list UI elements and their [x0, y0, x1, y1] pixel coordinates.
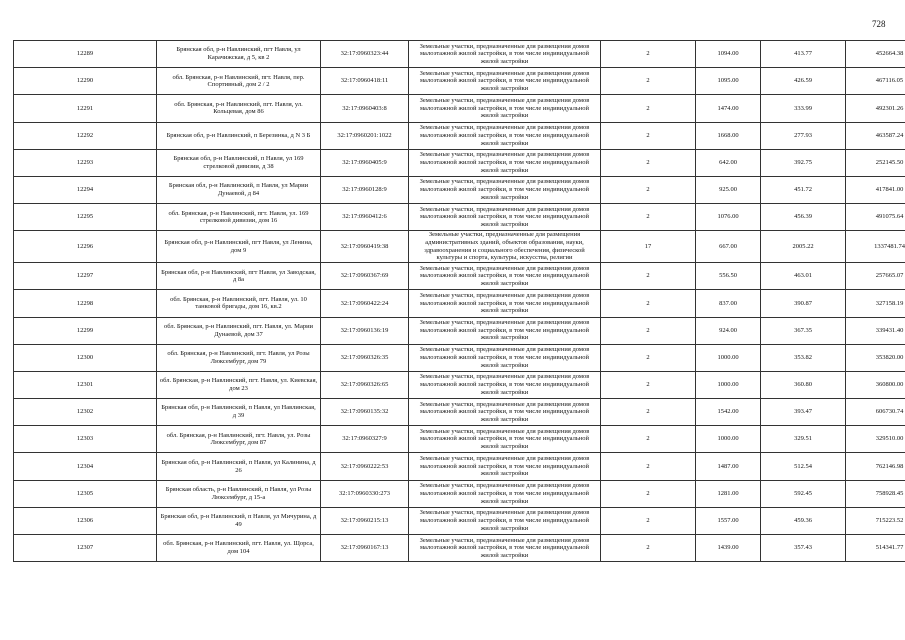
specific-value-cell: 392.75	[761, 149, 846, 176]
cadastral-number-cell: 32:17:0960215:13	[321, 507, 409, 534]
specific-value-cell: 353.82	[761, 344, 846, 371]
zone-cell: 2	[601, 453, 696, 480]
area-cell: 1095.00	[696, 68, 761, 95]
specific-value-cell: 2005.22	[761, 231, 846, 263]
table-row	[14, 231, 905, 263]
row-number: 12301	[14, 371, 157, 398]
row-number: 12296	[14, 231, 157, 263]
cadastral-number-cell: 32:17:0960327:9	[321, 426, 409, 453]
cadastral-number-cell: 32:17:0960222:53	[321, 453, 409, 480]
address-cell: обл. Брянская, р-н Навлинский, пгт. Навля, ул. Розы Люксембург, дом 87	[157, 426, 321, 453]
zone-cell: 2	[601, 344, 696, 371]
zone-cell: 2	[601, 535, 696, 562]
cadastral-value-cell: 417841.00	[846, 176, 905, 203]
land-use-cell: Земельные участки, предназначенные для размещения домов малоэтажной жилой застройки, в том числе индивидуальной жилой застройки	[409, 290, 601, 317]
area-cell: 925.00	[696, 176, 761, 203]
table-row	[14, 426, 905, 453]
cadastral-number-cell: 32:17:0960135:32	[321, 399, 409, 426]
zone-cell: 17	[601, 231, 696, 263]
cadastral-number-cell: 32:17:0960128:9	[321, 176, 409, 203]
row-number: 12289	[14, 41, 157, 68]
land-use-cell: Земельные участки, предназначенные для размещения домов малоэтажной жилой застройки, в том числе индивидуальной жилой застройки	[409, 426, 601, 453]
row-number: 12297	[14, 263, 157, 290]
specific-value-cell: 357.43	[761, 535, 846, 562]
zone-cell: 2	[601, 371, 696, 398]
row-number: 12306	[14, 507, 157, 534]
row-number: 12299	[14, 317, 157, 344]
area-cell: 1281.00	[696, 480, 761, 507]
specific-value-cell: 459.36	[761, 507, 846, 534]
cadastral-value-cell: 606730.74	[846, 399, 905, 426]
cadastral-number-cell: 32:17:0960323:44	[321, 41, 409, 68]
table-row	[14, 263, 905, 290]
cadastral-number-cell: 32:17:0960326:65	[321, 371, 409, 398]
zone-cell: 2	[601, 122, 696, 149]
row-number: 12294	[14, 176, 157, 203]
row-number: 12300	[14, 344, 157, 371]
table-row	[14, 453, 905, 480]
zone-cell: 2	[601, 317, 696, 344]
zone-cell: 2	[601, 68, 696, 95]
row-number: 12291	[14, 95, 157, 122]
land-use-cell: Земельные участки, предназначенные для размещения домов малоэтажной жилой застройки, в том числе индивидуальной жилой застройки	[409, 149, 601, 176]
row-number: 12302	[14, 399, 157, 426]
cadastral-number-cell: 32:17:0960136:19	[321, 317, 409, 344]
zone-cell: 2	[601, 149, 696, 176]
specific-value-cell: 390.87	[761, 290, 846, 317]
cadastral-number-cell: 32:17:0960367:69	[321, 263, 409, 290]
cadastral-value-cell: 257665.07	[846, 263, 905, 290]
land-use-cell: Земельные участки, предназначенные для размещения домов малоэтажной жилой застройки, в том числе индивидуальной жилой застройки	[409, 535, 601, 562]
area-cell: 1474.00	[696, 95, 761, 122]
row-number: 12303	[14, 426, 157, 453]
address-cell: обл. Брянская, р-н Навлинский, пгт. Навля, ул. 10 танковой бригады, дом 16, кв.2	[157, 290, 321, 317]
cadastral-value-cell: 463587.24	[846, 122, 905, 149]
address-cell: обл. Брянская, р-н Навлинский, пгт. Навля, пер. Спортивный, дом 2 / 2	[157, 68, 321, 95]
table-row	[14, 95, 905, 122]
table-row	[14, 290, 905, 317]
cadastral-value-cell: 360800.00	[846, 371, 905, 398]
specific-value-cell: 456.39	[761, 204, 846, 231]
table-row	[14, 507, 905, 534]
zone-cell: 2	[601, 399, 696, 426]
area-cell: 1076.00	[696, 204, 761, 231]
land-use-cell: Земельные участки, предназначенные для размещения домов малоэтажной жилой застройки, в том числе индивидуальной жилой застройки	[409, 317, 601, 344]
address-cell: Брянская обл, р-н Навлинский, п Березинка, д N 3 Б	[157, 122, 321, 149]
land-use-cell: Земельные участки, предназначенные для размещения домов малоэтажной жилой застройки, в том числе индивидуальной жилой застройки	[409, 399, 601, 426]
page-number: 728	[872, 19, 886, 29]
address-cell: Брянская обл, р-н Навлинский, п Навля, ул Калинина, д 26	[157, 453, 321, 480]
table-row	[14, 399, 905, 426]
specific-value-cell: 592.45	[761, 480, 846, 507]
area-cell: 1000.00	[696, 344, 761, 371]
area-cell: 1557.00	[696, 507, 761, 534]
address-cell: обл. Брянская, р-н Навлинский, пгт. Навля, ул. Щорса, дом 104	[157, 535, 321, 562]
specific-value-cell: 512.54	[761, 453, 846, 480]
area-cell: 1000.00	[696, 371, 761, 398]
area-cell: 1439.00	[696, 535, 761, 562]
cadastral-value-cell: 762146.98	[846, 453, 905, 480]
cadastral-value-cell: 1337481.74	[846, 231, 905, 263]
address-cell: Брянская обл, р-н Навлинский, пгт Навля, ул Карачижская, д 5, кв 2	[157, 41, 321, 68]
land-use-cell: Земельные участки, предназначенные для размещения домов малоэтажной жилой застройки, в том числе индивидуальной жилой застройки	[409, 344, 601, 371]
cadastral-number-cell: 32:17:0960418:11	[321, 68, 409, 95]
zone-cell: 2	[601, 176, 696, 203]
cadastral-value-cell: 339431.40	[846, 317, 905, 344]
cadastral-number-cell: 32:17:0960419:38	[321, 231, 409, 263]
row-number: 12293	[14, 149, 157, 176]
row-number: 12304	[14, 453, 157, 480]
specific-value-cell: 329.51	[761, 426, 846, 453]
row-number: 12295	[14, 204, 157, 231]
table-row	[14, 371, 905, 398]
cadastral-number-cell: 32:17:0960405:9	[321, 149, 409, 176]
address-cell: обл. Брянская, р-н Навлинский, пгт. Навля, ул. Киевская, дом 23	[157, 371, 321, 398]
area-cell: 1094.00	[696, 41, 761, 68]
zone-cell: 2	[601, 95, 696, 122]
land-use-cell: Земельные участки, предназначенные для размещения домов малоэтажной жилой застройки, в том числе индивидуальной жилой застройки	[409, 263, 601, 290]
row-number: 12305	[14, 480, 157, 507]
row-number: 12292	[14, 122, 157, 149]
area-cell: 1668.00	[696, 122, 761, 149]
specific-value-cell: 426.59	[761, 68, 846, 95]
specific-value-cell: 360.80	[761, 371, 846, 398]
cadastral-number-cell: 32:17:0960422:24	[321, 290, 409, 317]
land-use-cell: Земельные участки, предназначенные для размещения домов малоэтажной жилой застройки, в том числе индивидуальной жилой застройки	[409, 176, 601, 203]
land-use-cell: Земельные участки, предназначенные для размещения домов малоэтажной жилой застройки, в том числе индивидуальной жилой застройки	[409, 453, 601, 480]
table-row	[14, 317, 905, 344]
land-use-cell: Земельные участки, предназначенные для размещения домов малоэтажной жилой застройки, в том числе индивидуальной жилой застройки	[409, 68, 601, 95]
cadastral-number-cell: 32:17:0960403:8	[321, 95, 409, 122]
cadastral-value-cell: 492301.26	[846, 95, 905, 122]
land-use-cell: Земельные участки, предназначенные для размещения домов малоэтажной жилой застройки, в том числе индивидуальной жилой застройки	[409, 371, 601, 398]
cadastral-number-cell: 32:17:0960330:273	[321, 480, 409, 507]
address-cell: обл. Брянская, р-н Навлинский, пгт. Навля, ул. 169 стрелковой дивизии, дом 16	[157, 204, 321, 231]
address-cell: Брянская обл, р-н Навлинский, пгт Навля, ул Заводская, д 8а	[157, 263, 321, 290]
area-cell: 837.00	[696, 290, 761, 317]
specific-value-cell: 463.01	[761, 263, 846, 290]
cadastral-number-cell: 32:17:0960201:1022	[321, 122, 409, 149]
land-use-cell: Земельные участки, предназначенные для размещения домов малоэтажной жилой застройки, в том числе индивидуальной жилой застройки	[409, 122, 601, 149]
cadastral-value-cell: 327158.19	[846, 290, 905, 317]
land-use-cell: Земельные участки, предназначенные для размещения домов малоэтажной жилой застройки, в том числе индивидуальной жилой застройки	[409, 95, 601, 122]
cadastral-number-cell: 32:17:0960167:13	[321, 535, 409, 562]
land-use-cell: Земельные участки, предназначенные для размещения административных зданий, объектов образования, науки, здравоохранения и социального обеспечения, физической культуры и спорта, культуры, искусства, религии	[409, 231, 601, 263]
area-cell: 642.00	[696, 149, 761, 176]
row-number: 12290	[14, 68, 157, 95]
area-cell: 1487.00	[696, 453, 761, 480]
table-row	[14, 535, 905, 562]
cadastral-value-cell: 452664.38	[846, 41, 905, 68]
address-cell: Брянская обл, р-н Навлинский, п Навля, ул Мичурина, д 49	[157, 507, 321, 534]
area-cell: 556.50	[696, 263, 761, 290]
row-number: 12298	[14, 290, 157, 317]
cadastral-value-cell: 353820.00	[846, 344, 905, 371]
cadastral-number-cell: 32:17:0960326:35	[321, 344, 409, 371]
table-row	[14, 149, 905, 176]
specific-value-cell: 393.47	[761, 399, 846, 426]
address-cell: Брянская обл, р-н Навлинский, п Навля, ул Марии Дунаевой, д 84	[157, 176, 321, 203]
zone-cell: 2	[601, 41, 696, 68]
table-body	[14, 41, 905, 562]
table-row	[14, 68, 905, 95]
specific-value-cell: 367.35	[761, 317, 846, 344]
address-cell: Брянская обл, р-н Навлинский, пгт Навля, ул Ленина, дом 9	[157, 231, 321, 263]
address-cell: Брянская обл, р-н Навлинский, п Навля, ул Навлинская, д 39	[157, 399, 321, 426]
zone-cell: 2	[601, 426, 696, 453]
zone-cell: 2	[601, 290, 696, 317]
area-cell: 1000.00	[696, 426, 761, 453]
table-row	[14, 344, 905, 371]
table-row	[14, 204, 905, 231]
row-number: 12307	[14, 535, 157, 562]
cadastral-value-table	[13, 40, 905, 562]
table-row	[14, 41, 905, 68]
address-cell: обл. Брянская, р-н Навлинский, пгт. Навля, ул. Кольцевая, дом 86	[157, 95, 321, 122]
zone-cell: 2	[601, 204, 696, 231]
zone-cell: 2	[601, 507, 696, 534]
table-row	[14, 480, 905, 507]
zone-cell: 2	[601, 263, 696, 290]
land-use-cell: Земельные участки, предназначенные для размещения домов малоэтажной жилой застройки, в том числе индивидуальной жилой застройки	[409, 507, 601, 534]
land-use-cell: Земельные участки, предназначенные для размещения домов малоэтажной жилой застройки, в том числе индивидуальной жилой застройки	[409, 41, 601, 68]
land-use-cell: Земельные участки, предназначенные для размещения домов малоэтажной жилой застройки, в том числе индивидуальной жилой застройки	[409, 480, 601, 507]
area-cell: 1542.00	[696, 399, 761, 426]
cadastral-value-cell: 758928.45	[846, 480, 905, 507]
address-cell: Брянская обл, р-н Навлинский, п Навля, ул 169 стрелковой дивизии, д 38	[157, 149, 321, 176]
cadastral-value-cell: 715223.52	[846, 507, 905, 534]
specific-value-cell: 333.99	[761, 95, 846, 122]
land-use-cell: Земельные участки, предназначенные для размещения домов малоэтажной жилой застройки, в том числе индивидуальной жилой застройки	[409, 204, 601, 231]
cadastral-value-cell: 329510.00	[846, 426, 905, 453]
address-cell: обл. Брянская, р-н Навлинский, пгт. Навля, ул. Марии Дунаевой, дом 37	[157, 317, 321, 344]
area-cell: 924.00	[696, 317, 761, 344]
address-cell: Брянская область, р-н Навлинский, п Навля, ул Розы Люксембург, д 15-а	[157, 480, 321, 507]
specific-value-cell: 413.77	[761, 41, 846, 68]
table-row	[14, 176, 905, 203]
specific-value-cell: 277.93	[761, 122, 846, 149]
cadastral-number-cell: 32:17:0960412:6	[321, 204, 409, 231]
area-cell: 667.00	[696, 231, 761, 263]
cadastral-value-cell: 252145.50	[846, 149, 905, 176]
specific-value-cell: 451.72	[761, 176, 846, 203]
cadastral-value-cell: 467116.05	[846, 68, 905, 95]
cadastral-value-cell: 514341.77	[846, 535, 905, 562]
table-row	[14, 122, 905, 149]
zone-cell: 2	[601, 480, 696, 507]
cadastral-value-cell: 491075.64	[846, 204, 905, 231]
address-cell: обл. Брянская, р-н Навлинский, пгт. Навля, ул Розы Люксембург, дом 79	[157, 344, 321, 371]
